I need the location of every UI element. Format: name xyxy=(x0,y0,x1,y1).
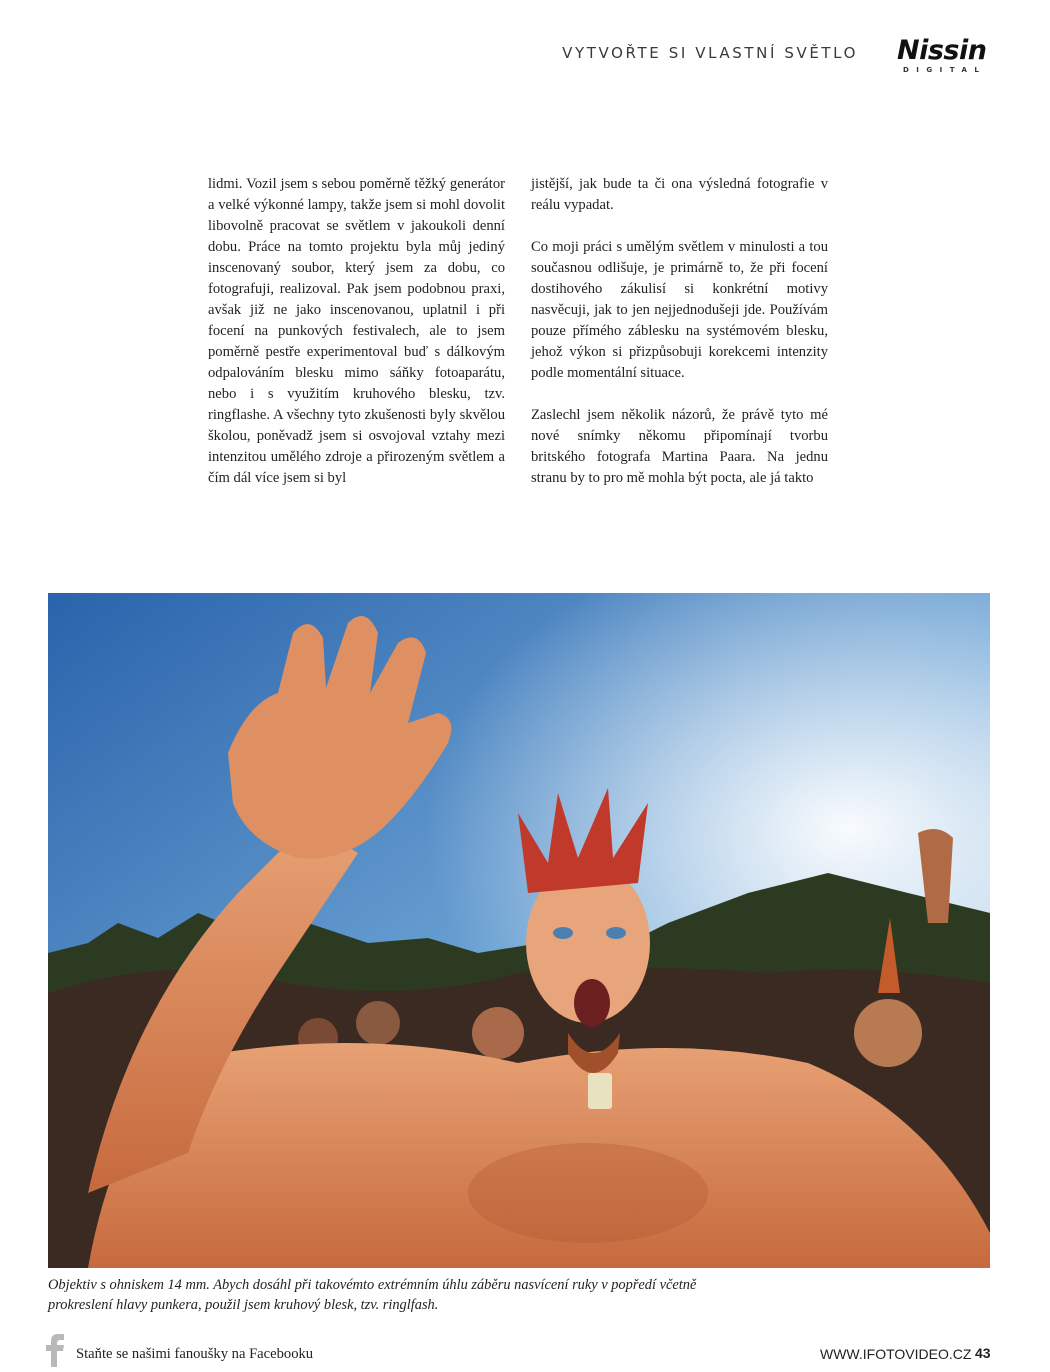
facebook-invite-text[interactable]: Staňte se našimi fanoušky na Facebooku xyxy=(76,1346,314,1362)
facebook-icon[interactable] xyxy=(43,1333,65,1367)
site-url[interactable]: WWW.IFOTOVIDEO.CZ xyxy=(820,1346,972,1362)
section-title: VYTVOŘTE SI VLASTNÍ SVĚTLO xyxy=(562,44,858,62)
logo-wordmark: Nissin xyxy=(897,35,987,66)
article-column-left xyxy=(208,174,505,510)
article-column-right xyxy=(531,174,828,510)
paragraph: jistější, jak bude ta či ona výsledná fotografie v reálu vypadat. xyxy=(531,176,828,213)
photo-caption: Objektiv s ohniskem 14 mm. Abych dosáhl při takovémto extrémním úhlu záběru nasvícení ruky v popředí včetně prokreslení hlavy punkera, použil jsem kruhový blesk, tzv. ringlfash. xyxy=(48,1277,697,1313)
paragraph: Zaslechl jsem několik názorů, že právě tyto mé nové snímky někomu připomínají tvorbu britského fotografa Martina Paara. Na jednu stranu by to pro mě mohla být pocta, ale já takto xyxy=(531,407,828,486)
logo-subtitle: DIGITAL xyxy=(903,66,987,74)
paragraph: lidmi. Vozil jsem s sebou poměrně těžký generátor a velké výkonné lampy, takže jsem si mohl dovolit libovolně pracovat se světlem v jakoukoli denní dobu. Práce na tomto projektu byla můj jediný inscenovaný soubor, který jsem za dobu, co fotografuji, realizoval. Pak jsem podobnou praxi, avšak již ne jako inscenovanou, uplatnil i při focení na punkových festivalech, ale to jsem poměrně pestře experimentoval buď s dálkovým odpalováním blesku mimo sáňky fotoaparátu, nebo i s využitím kruhového blesku, tzv. ringflashe. A všechny tyto zkušenosti byly skvělou školou, poněvadž jsem si osvojoval vztahy mezi intenzitou umělého zdroje a přirozeným světlem a čím dál více jsem si byl xyxy=(208,176,505,486)
paragraph: Co moji práci s umělým světlem v minulosti a tou současnou odlišuje, je primárně to, že při focení dostihového zákulisí si konkrétní motivy nasvěcuji, jak to jen nejjednodušeji jde. Používám pouze přímého záblesku na systémovém blesku, jehož výkon si přizpůsobuji korekcemi intenzity podle momentální situace. xyxy=(531,239,828,381)
page-number: 43 xyxy=(975,1345,991,1361)
nissin-logo xyxy=(897,36,992,78)
punk-festival-photo xyxy=(48,593,990,1268)
